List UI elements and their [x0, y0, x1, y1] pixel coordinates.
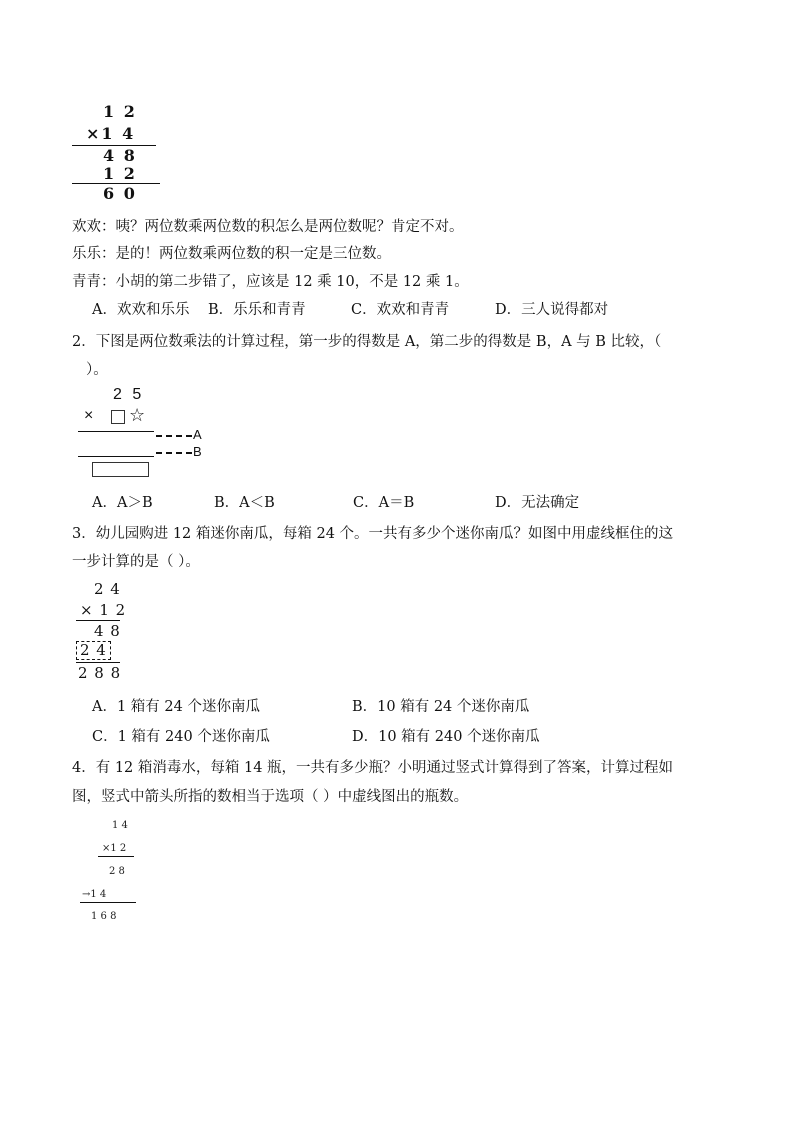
q1-calc-row3: 4 8 [103, 146, 137, 165]
q4-calc-row4: →1 4 [82, 889, 107, 900]
q2-stem-line2: ）。 [86, 362, 108, 378]
q2-star-icon: ☆ [129, 405, 146, 426]
q3-option-c[interactable]: C．1 箱有 240 个迷你南瓜 [92, 729, 270, 745]
q1-line-lele: 乐乐：是的！两位数乘两位数的积一定是三位数。 [72, 246, 391, 262]
q4-calc-line2 [80, 902, 136, 903]
q3-option-d[interactable]: D．10 箱有 240 个迷你南瓜 [352, 729, 540, 745]
q3-option-a[interactable]: A．1 箱有 24 个迷你南瓜 [92, 699, 260, 715]
q2-option-b[interactable]: B．A＜B [214, 495, 275, 511]
q3-calc-row3: 4 8 [94, 622, 121, 640]
q2-calc-top: 2 5 [113, 386, 145, 403]
q1-line-huanhuan: 欢欢：咦？两位数乘两位数的积怎么是两位数呢？肯定不对。 [72, 219, 464, 235]
q1-calc-row1: 1 2 [103, 102, 137, 121]
q1-option-c[interactable]: C．欢欢和青青 [351, 302, 450, 318]
q4-stem-line2: 图，竖式中箭头所指的数相当于选项（ ）中虚线图出的瓶数。 [72, 789, 469, 805]
q1-option-b[interactable]: B．乐乐和青青 [208, 302, 306, 318]
q1-calc-row2: ×1 4 [86, 124, 136, 143]
q3-calc-row1: 2 4 [94, 580, 121, 598]
q2-calc-line2 [78, 456, 154, 457]
q4-stem-line1: 4．有 12 箱消毒水，每箱 14 瓶，一共有多少瓶？小明通过竖式计算得到了答案，计算过程如 [72, 760, 674, 776]
q2-option-c[interactable]: C．A＝B [353, 495, 415, 511]
q2-result-box [92, 462, 149, 477]
q3-stem-line1: 3．幼儿园购进 12 箱迷你南瓜，每箱 24 个。一共有多少个迷你南瓜？如图中用虚线框住的这 [72, 526, 674, 542]
q1-option-a[interactable]: A．欢欢和乐乐 [92, 302, 190, 318]
q1-option-d[interactable]: D．三人说得都对 [495, 302, 609, 318]
q3-calc-line2 [76, 662, 120, 663]
q2-dash-a [156, 435, 192, 437]
q2-dash-b [156, 452, 192, 454]
q3-stem-line2: 一步计算的是（ ）。 [72, 554, 200, 570]
q2-times-sign: × [84, 407, 94, 424]
q3-calc-row2: × 1 2 [80, 601, 127, 619]
q2-calc-line1 [78, 431, 154, 432]
q1-line-qingqing: 青青：小胡的第二步错了，应该是 12 乘 10，不是 12 乘 1。 [72, 274, 469, 290]
q2-option-a[interactable]: A．A＞B [92, 495, 153, 511]
q1-calc-row4: 1 2 [103, 164, 137, 183]
q4-calc-row3: 2 8 [109, 866, 125, 877]
q3-calc-row4: 2 4 [80, 641, 107, 659]
q2-square-placeholder [111, 410, 125, 424]
q2-label-b: B [193, 444, 202, 459]
q2-option-d[interactable]: D．无法确定 [495, 495, 580, 511]
q3-calc-line1 [76, 620, 120, 621]
q4-calc-row1: 1 4 [112, 820, 128, 831]
q4-calc-row2: ×1 2 [102, 843, 127, 854]
q4-calc-line1 [98, 856, 134, 857]
q3-option-b[interactable]: B．10 箱有 24 个迷你南瓜 [352, 699, 530, 715]
q2-label-a: A [193, 427, 202, 442]
q3-calc-row5: 2 8 8 [78, 664, 122, 682]
q2-stem-line1: 2．下图是两位数乘法的计算过程，第一步的得数是 A，第二步的得数是 B，A 与 B 比较，（ [72, 334, 662, 350]
q4-calc-row5: 1 6 8 [91, 911, 117, 922]
q1-calc-row5: 6 0 [103, 184, 137, 203]
